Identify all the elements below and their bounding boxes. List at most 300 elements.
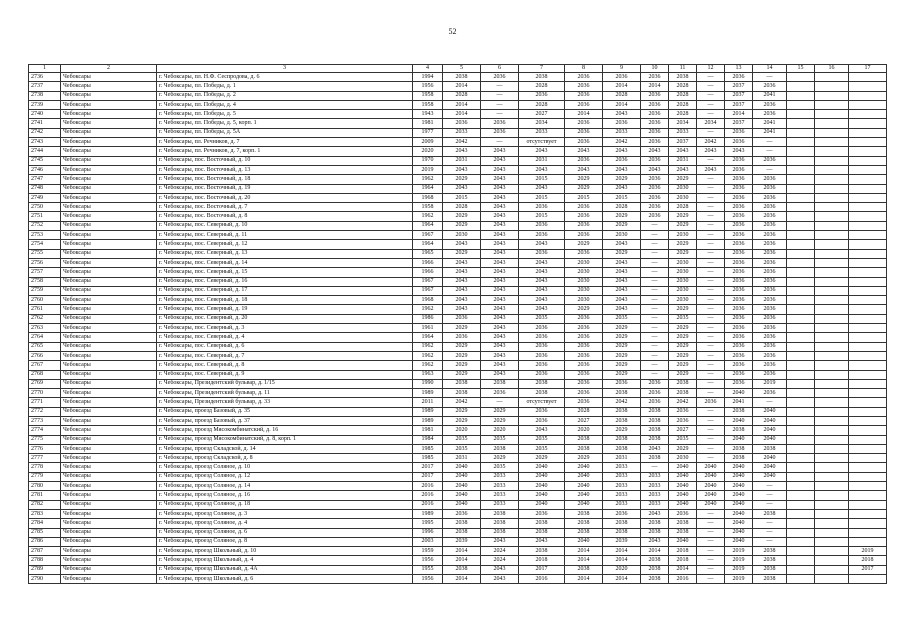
year-cell: 2019 (725, 556, 753, 565)
year-cell: 2040 (725, 482, 753, 491)
year-cell (849, 221, 887, 230)
year-cell (787, 482, 815, 491)
year-cell (849, 100, 887, 109)
year-cell: 2043 (481, 240, 519, 249)
year-cell: 2040 (519, 491, 565, 500)
city-cell: Чебоксары (61, 463, 157, 472)
table-row (29, 128, 887, 137)
year-cell: 1958 (413, 203, 443, 212)
year-cell (815, 82, 849, 91)
row-number-cell: 2790 (29, 575, 61, 584)
table-row (29, 324, 887, 333)
column-number-cell: 11 (669, 65, 697, 73)
year-cell: 2035 (443, 444, 481, 453)
year-cell: 2029 (603, 175, 641, 184)
year-cell: 1958 (413, 91, 443, 100)
year-cell: 2033 (603, 472, 641, 481)
year-cell (815, 165, 849, 174)
city-cell: Чебоксары (61, 509, 157, 518)
row-number-cell: 2762 (29, 314, 61, 323)
year-cell: 2036 (641, 212, 669, 221)
year-cell: 2043 (669, 147, 697, 156)
year-cell: 2029 (669, 333, 697, 342)
year-cell: 1985 (413, 444, 443, 453)
year-cell: 2028 (443, 91, 481, 100)
column-number-cell: 7 (519, 65, 565, 73)
table-row (29, 519, 887, 528)
year-cell: 2035 (519, 444, 565, 453)
year-cell: 2043 (481, 565, 519, 574)
year-cell (815, 370, 849, 379)
year-cell (849, 305, 887, 314)
year-cell: 2030 (669, 277, 697, 286)
year-cell: 2014 (603, 575, 641, 584)
year-cell: 1994 (413, 73, 443, 82)
city-cell: Чебоксары (61, 565, 157, 574)
city-cell: Чебоксары (61, 454, 157, 463)
year-cell (849, 370, 887, 379)
year-cell (815, 537, 849, 546)
address-cell: г. Чебоксары, проезд Соляное, д. 10 (157, 463, 413, 472)
year-cell: — (753, 482, 787, 491)
table-row (29, 100, 887, 109)
year-cell (849, 491, 887, 500)
address-cell: г. Чебоксары, проезд Мясокомбинатский, д. 16 (157, 426, 413, 435)
table-row (29, 509, 887, 518)
year-cell: 2038 (669, 389, 697, 398)
year-cell (787, 407, 815, 416)
year-cell: 2043 (481, 184, 519, 193)
year-cell (815, 156, 849, 165)
year-cell: — (697, 407, 725, 416)
year-cell: 2038 (603, 519, 641, 528)
year-cell: 1968 (413, 296, 443, 305)
year-cell: 1989 (413, 407, 443, 416)
year-cell: 2043 (697, 165, 725, 174)
year-cell: 1962 (413, 342, 443, 351)
year-cell: 2043 (481, 370, 519, 379)
year-cell: 2030 (565, 286, 603, 295)
year-cell: отсутствует (519, 398, 565, 407)
year-cell (849, 342, 887, 351)
year-cell: 2020 (565, 426, 603, 435)
year-cell: 2036 (753, 203, 787, 212)
year-cell: 2028 (603, 203, 641, 212)
row-number-cell: 2739 (29, 100, 61, 109)
year-cell: — (697, 110, 725, 119)
city-cell: Чебоксары (61, 528, 157, 537)
city-cell: Чебоксары (61, 175, 157, 184)
table-row (29, 221, 887, 230)
column-number-cell: 15 (787, 65, 815, 73)
year-cell: 2036 (565, 314, 603, 323)
year-cell (815, 342, 849, 351)
year-cell (849, 435, 887, 444)
address-cell: г. Чебоксары, пос. Северный, д. 18 (157, 296, 413, 305)
year-cell: — (753, 528, 787, 537)
row-number-cell: 2759 (29, 286, 61, 295)
year-cell: 2040 (669, 500, 697, 509)
table-row (29, 193, 887, 202)
year-cell: 2036 (725, 268, 753, 277)
year-cell: 2043 (603, 268, 641, 277)
year-cell: 2036 (565, 100, 603, 109)
address-cell: г. Чебоксары, проезд Базовый, д. 37 (157, 416, 413, 425)
row-number-cell: 2766 (29, 351, 61, 360)
city-cell: Чебоксары (61, 379, 157, 388)
year-cell (815, 175, 849, 184)
year-cell (849, 398, 887, 407)
row-number-cell: 2784 (29, 519, 61, 528)
row-number-cell: 2753 (29, 231, 61, 240)
year-cell: 2036 (725, 165, 753, 174)
year-cell: 2029 (443, 324, 481, 333)
year-cell (849, 91, 887, 100)
year-cell: 2038 (443, 389, 481, 398)
year-cell: 2038 (669, 379, 697, 388)
year-cell: 2036 (481, 119, 519, 128)
year-cell: 2029 (443, 416, 481, 425)
year-cell (815, 110, 849, 119)
year-cell: 2015 (519, 212, 565, 221)
year-cell: 2040 (669, 482, 697, 491)
city-cell: Чебоксары (61, 575, 157, 584)
year-cell: 2014 (641, 547, 669, 556)
year-cell (815, 193, 849, 202)
year-cell: 2043 (481, 333, 519, 342)
table-row (29, 435, 887, 444)
table-row (29, 444, 887, 453)
year-cell: 2038 (519, 73, 565, 82)
row-number-cell: 2758 (29, 277, 61, 286)
year-cell: 2028 (669, 203, 697, 212)
address-cell: г. Чебоксары, пл. Победы, д. 5, корп. 1 (157, 119, 413, 128)
year-cell: 2038 (669, 73, 697, 82)
year-cell: — (697, 519, 725, 528)
city-cell: Чебоксары (61, 370, 157, 379)
year-cell: 2031 (443, 454, 481, 463)
year-cell: 2036 (641, 128, 669, 137)
year-cell: 2011 (413, 398, 443, 407)
year-cell: 2040 (725, 491, 753, 500)
year-cell: 2027 (669, 426, 697, 435)
city-cell: Чебоксары (61, 258, 157, 267)
year-cell (815, 128, 849, 137)
year-cell: 2036 (725, 277, 753, 286)
year-cell: — (753, 138, 787, 147)
year-cell: 2015 (603, 193, 641, 202)
year-cell: — (697, 91, 725, 100)
table-row (29, 73, 887, 82)
year-cell: 2030 (669, 258, 697, 267)
year-cell: 2043 (443, 277, 481, 286)
year-cell: 2043 (603, 184, 641, 193)
year-cell: 2029 (603, 342, 641, 351)
year-cell (815, 528, 849, 537)
year-cell: 2029 (669, 324, 697, 333)
housing-table (28, 64, 887, 584)
row-number-cell: 2768 (29, 370, 61, 379)
year-cell (787, 110, 815, 119)
address-cell: г. Чебоксары, проезд Школьный, д. 4А (157, 565, 413, 574)
table-row (29, 110, 887, 119)
year-cell (815, 435, 849, 444)
year-cell: 2042 (603, 138, 641, 147)
table-row (29, 286, 887, 295)
row-number-cell: 2751 (29, 212, 61, 221)
year-cell (815, 333, 849, 342)
year-cell: 2036 (725, 361, 753, 370)
year-cell: — (753, 500, 787, 509)
address-cell: г. Чебоксары, пл. Речников, д. 7, корп. 1 (157, 147, 413, 156)
year-cell (787, 575, 815, 584)
year-cell (787, 454, 815, 463)
year-cell: 2040 (697, 463, 725, 472)
year-cell: 2043 (519, 537, 565, 546)
year-cell: 2037 (669, 138, 697, 147)
year-cell: 2014 (565, 556, 603, 565)
year-cell: 2033 (603, 463, 641, 472)
year-cell: 2015 (519, 175, 565, 184)
year-cell: 2036 (519, 249, 565, 258)
year-cell: 2042 (697, 138, 725, 147)
address-cell: г. Чебоксары, проезд Соляное, д. 4 (157, 519, 413, 528)
year-cell: 2036 (753, 184, 787, 193)
year-cell: 2029 (443, 351, 481, 360)
city-cell: Чебоксары (61, 110, 157, 119)
year-cell: 2043 (519, 426, 565, 435)
table-row (29, 165, 887, 174)
year-cell (815, 231, 849, 240)
year-cell: — (697, 82, 725, 91)
row-number-cell: 2777 (29, 454, 61, 463)
year-cell: 2036 (753, 221, 787, 230)
year-cell: 2036 (565, 351, 603, 360)
year-cell: — (697, 73, 725, 82)
year-cell: 2036 (443, 119, 481, 128)
year-cell: 2040 (565, 491, 603, 500)
year-cell: 2017 (413, 463, 443, 472)
year-cell (815, 444, 849, 453)
year-cell: 2014 (443, 110, 481, 119)
year-cell: 2043 (519, 268, 565, 277)
year-cell: 2030 (603, 231, 641, 240)
year-cell: 1967 (413, 277, 443, 286)
year-cell: 2038 (603, 407, 641, 416)
year-cell: 2038 (519, 547, 565, 556)
year-cell: 2036 (725, 333, 753, 342)
table-row (29, 528, 887, 537)
table-row (29, 389, 887, 398)
city-cell: Чебоксары (61, 147, 157, 156)
address-cell: г. Чебоксары, пос. Восточный, д. 19 (157, 184, 413, 193)
year-cell: 2038 (641, 528, 669, 537)
year-cell (815, 463, 849, 472)
year-cell (787, 519, 815, 528)
year-cell: 2043 (603, 110, 641, 119)
year-cell: 2043 (697, 147, 725, 156)
year-cell: 2036 (725, 184, 753, 193)
year-cell (849, 82, 887, 91)
year-cell: 1966 (413, 258, 443, 267)
year-cell: 1943 (413, 110, 443, 119)
year-cell: — (641, 277, 669, 286)
year-cell: 2036 (725, 231, 753, 240)
year-cell: 2036 (725, 73, 753, 82)
city-cell: Чебоксары (61, 314, 157, 323)
year-cell: 2014 (641, 82, 669, 91)
year-cell: 1986 (413, 314, 443, 323)
year-cell: 2040 (443, 482, 481, 491)
year-cell (849, 500, 887, 509)
year-cell: — (641, 296, 669, 305)
year-cell: — (697, 528, 725, 537)
year-cell: 2038 (669, 528, 697, 537)
year-cell: 2040 (565, 482, 603, 491)
year-cell: 2035 (519, 435, 565, 444)
year-cell (787, 426, 815, 435)
year-cell: 2036 (753, 258, 787, 267)
year-cell (849, 463, 887, 472)
year-cell: 2029 (565, 175, 603, 184)
row-number-cell: 2776 (29, 444, 61, 453)
year-cell: — (641, 249, 669, 258)
year-cell: 2043 (481, 165, 519, 174)
year-cell (849, 138, 887, 147)
year-cell (849, 258, 887, 267)
year-cell: 2016 (413, 491, 443, 500)
year-cell: 2014 (565, 547, 603, 556)
row-number-cell: 2773 (29, 416, 61, 425)
city-cell: Чебоксары (61, 100, 157, 109)
year-cell: 2034 (519, 119, 565, 128)
year-cell: 2035 (519, 314, 565, 323)
year-cell: 1995 (413, 519, 443, 528)
year-cell: 2043 (519, 258, 565, 267)
year-cell: 2030 (565, 296, 603, 305)
year-cell: 2040 (725, 519, 753, 528)
row-number-cell: 2742 (29, 128, 61, 137)
year-cell: 2036 (641, 156, 669, 165)
year-cell: 2016 (413, 500, 443, 509)
year-cell (849, 73, 887, 82)
row-number-cell: 2787 (29, 547, 61, 556)
year-cell (787, 398, 815, 407)
row-number-cell: 2774 (29, 426, 61, 435)
year-cell: 2043 (443, 286, 481, 295)
year-cell: 2040 (753, 416, 787, 425)
year-cell: — (697, 193, 725, 202)
year-cell: 2042 (443, 398, 481, 407)
year-cell (787, 277, 815, 286)
year-cell: 1956 (413, 82, 443, 91)
year-cell: 2040 (697, 482, 725, 491)
year-cell: 2036 (565, 119, 603, 128)
table-row (29, 175, 887, 184)
year-cell (815, 407, 849, 416)
column-number-cell: 9 (603, 65, 641, 73)
year-cell: 2040 (519, 463, 565, 472)
year-cell: 2043 (481, 147, 519, 156)
year-cell: 2043 (443, 240, 481, 249)
year-cell: 2028 (669, 82, 697, 91)
year-cell: 2043 (481, 231, 519, 240)
year-cell: 2040 (697, 472, 725, 481)
year-cell: 2030 (669, 184, 697, 193)
year-cell: — (697, 184, 725, 193)
year-cell: 2040 (519, 482, 565, 491)
year-cell (815, 258, 849, 267)
address-cell: г. Чебоксары, проезд Школьный, д. 4 (157, 556, 413, 565)
year-cell: 2029 (669, 212, 697, 221)
year-cell: 2038 (641, 519, 669, 528)
year-cell (849, 119, 887, 128)
year-cell (787, 324, 815, 333)
year-cell: 1985 (413, 454, 443, 463)
table-row (29, 91, 887, 100)
year-cell (815, 73, 849, 82)
year-cell (815, 491, 849, 500)
year-cell: 2038 (603, 416, 641, 425)
year-cell: 2036 (519, 342, 565, 351)
year-cell (849, 351, 887, 360)
year-cell: 2036 (725, 324, 753, 333)
year-cell: 2038 (725, 426, 753, 435)
year-cell: 2038 (725, 444, 753, 453)
year-cell: 2040 (725, 537, 753, 546)
year-cell: — (697, 379, 725, 388)
year-cell (849, 528, 887, 537)
year-cell: 2036 (519, 91, 565, 100)
year-cell (849, 268, 887, 277)
year-cell: 2029 (603, 249, 641, 258)
year-cell: 2040 (753, 407, 787, 416)
year-cell (815, 472, 849, 481)
city-cell: Чебоксары (61, 482, 157, 491)
year-cell: 2036 (753, 305, 787, 314)
year-cell (787, 314, 815, 323)
table-row (29, 203, 887, 212)
city-cell: Чебоксары (61, 156, 157, 165)
city-cell: Чебоксары (61, 91, 157, 100)
city-cell: Чебоксары (61, 221, 157, 230)
year-cell: 2037 (725, 100, 753, 109)
year-cell: 2043 (481, 258, 519, 267)
address-cell: г. Чебоксары, проезд Складской, д. 8 (157, 454, 413, 463)
year-cell: 2040 (669, 491, 697, 500)
year-cell: 2033 (481, 500, 519, 509)
year-cell (815, 277, 849, 286)
year-cell (849, 333, 887, 342)
year-cell: 2043 (519, 305, 565, 314)
year-cell: 2038 (519, 528, 565, 537)
table-row (29, 379, 887, 388)
address-cell: г. Чебоксары, пос. Северный, д. 12 (157, 240, 413, 249)
year-cell (815, 138, 849, 147)
year-cell: 1962 (413, 305, 443, 314)
year-cell: 2036 (753, 249, 787, 258)
year-cell (787, 351, 815, 360)
year-cell: 2036 (519, 370, 565, 379)
year-cell: 2043 (603, 305, 641, 314)
year-cell: 2036 (603, 73, 641, 82)
year-cell: 2035 (669, 314, 697, 323)
year-cell: 2015 (565, 193, 603, 202)
year-cell (849, 249, 887, 258)
year-cell: отсутствует (519, 138, 565, 147)
year-cell: 2036 (603, 156, 641, 165)
year-cell: 2030 (565, 277, 603, 286)
